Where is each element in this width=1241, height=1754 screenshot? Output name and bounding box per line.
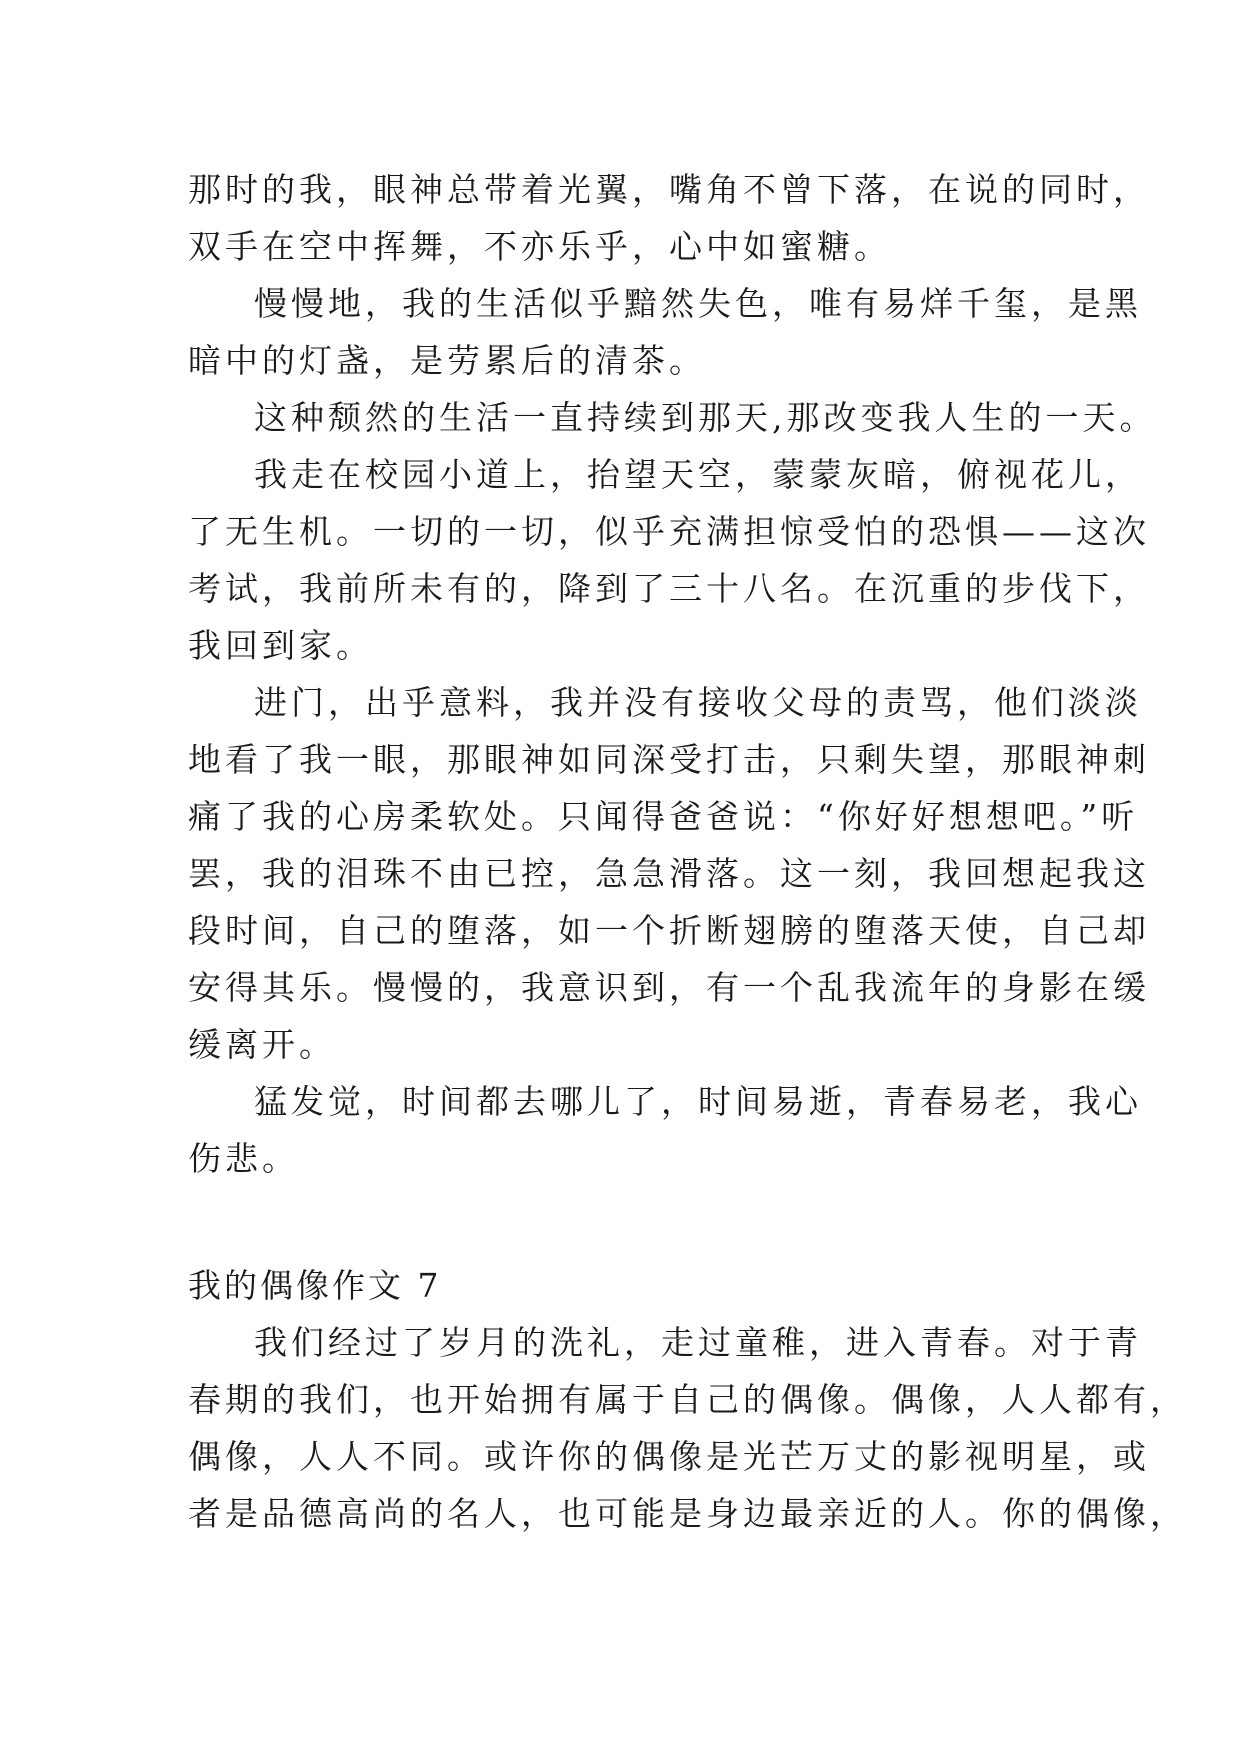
text-line: 安得其乐。慢慢的，我意识到，有一个乱我流年的身影在缓 — [188, 968, 1150, 1007]
section-heading: 我的偶像作文 7 — [188, 1266, 442, 1305]
text-line: 暗中的灯盏，是劳累后的清茶。 — [188, 341, 706, 380]
text-line: 双手在空中挥舞，不亦乐乎，心中如蜜糖。 — [188, 227, 891, 266]
text-line: 我回到家。 — [188, 626, 373, 665]
text-line: 偶像，人人不同。或许你的偶像是光芒万丈的影视明星，或 — [188, 1437, 1150, 1476]
text-line: 痛了我的心房柔软处。只闻得爸爸说：“你好好想想吧。”听 — [188, 797, 1139, 836]
text-line: 罢，我的泪珠不由已控，急急滑落。这一刻，我回想起我这 — [188, 854, 1150, 893]
text-line: 这种颓然的生活一直持续到那天,那改变我人生的一天。 — [254, 398, 1157, 437]
text-line: 春期的我们，也开始拥有属于自己的偶像。偶像，人人都有， — [188, 1380, 1187, 1419]
text-line: 慢慢地，我的生活似乎黯然失色，唯有易烊千玺，是黑 — [254, 284, 1142, 323]
text-line: 缓离开。 — [188, 1025, 336, 1064]
text-line: 我走在校园小道上，抬望天空，蒙蒙灰暗，俯视花儿， — [254, 455, 1142, 494]
text-line: 进门，出乎意料，我并没有接收父母的责骂，他们淡淡 — [254, 683, 1142, 722]
text-line: 我们经过了岁月的洗礼，走过童稚，进入青春。对于青 — [254, 1323, 1142, 1362]
text-line: 那时的我，眼神总带着光翼，嘴角不曾下落，在说的同时， — [188, 170, 1150, 209]
text-line: 者是品德高尚的名人，也可能是身边最亲近的人。你的偶像， — [188, 1494, 1187, 1533]
text-line: 地看了我一眼，那眼神如同深受打击，只剩失望，那眼神刺 — [188, 740, 1150, 779]
text-line: 考试，我前所未有的，降到了三十八名。在沉重的步伐下， — [188, 569, 1150, 608]
text-line: 伤悲。 — [188, 1139, 299, 1178]
text-line: 了无生机。一切的一切，似乎充满担惊受怕的恐惧——这次 — [188, 512, 1150, 551]
text-line: 段时间，自己的堕落，如一个折断翅膀的堕落天使，自己却 — [188, 911, 1150, 950]
text-line: 猛发觉，时间都去哪儿了，时间易逝，青春易老，我心 — [254, 1082, 1142, 1121]
